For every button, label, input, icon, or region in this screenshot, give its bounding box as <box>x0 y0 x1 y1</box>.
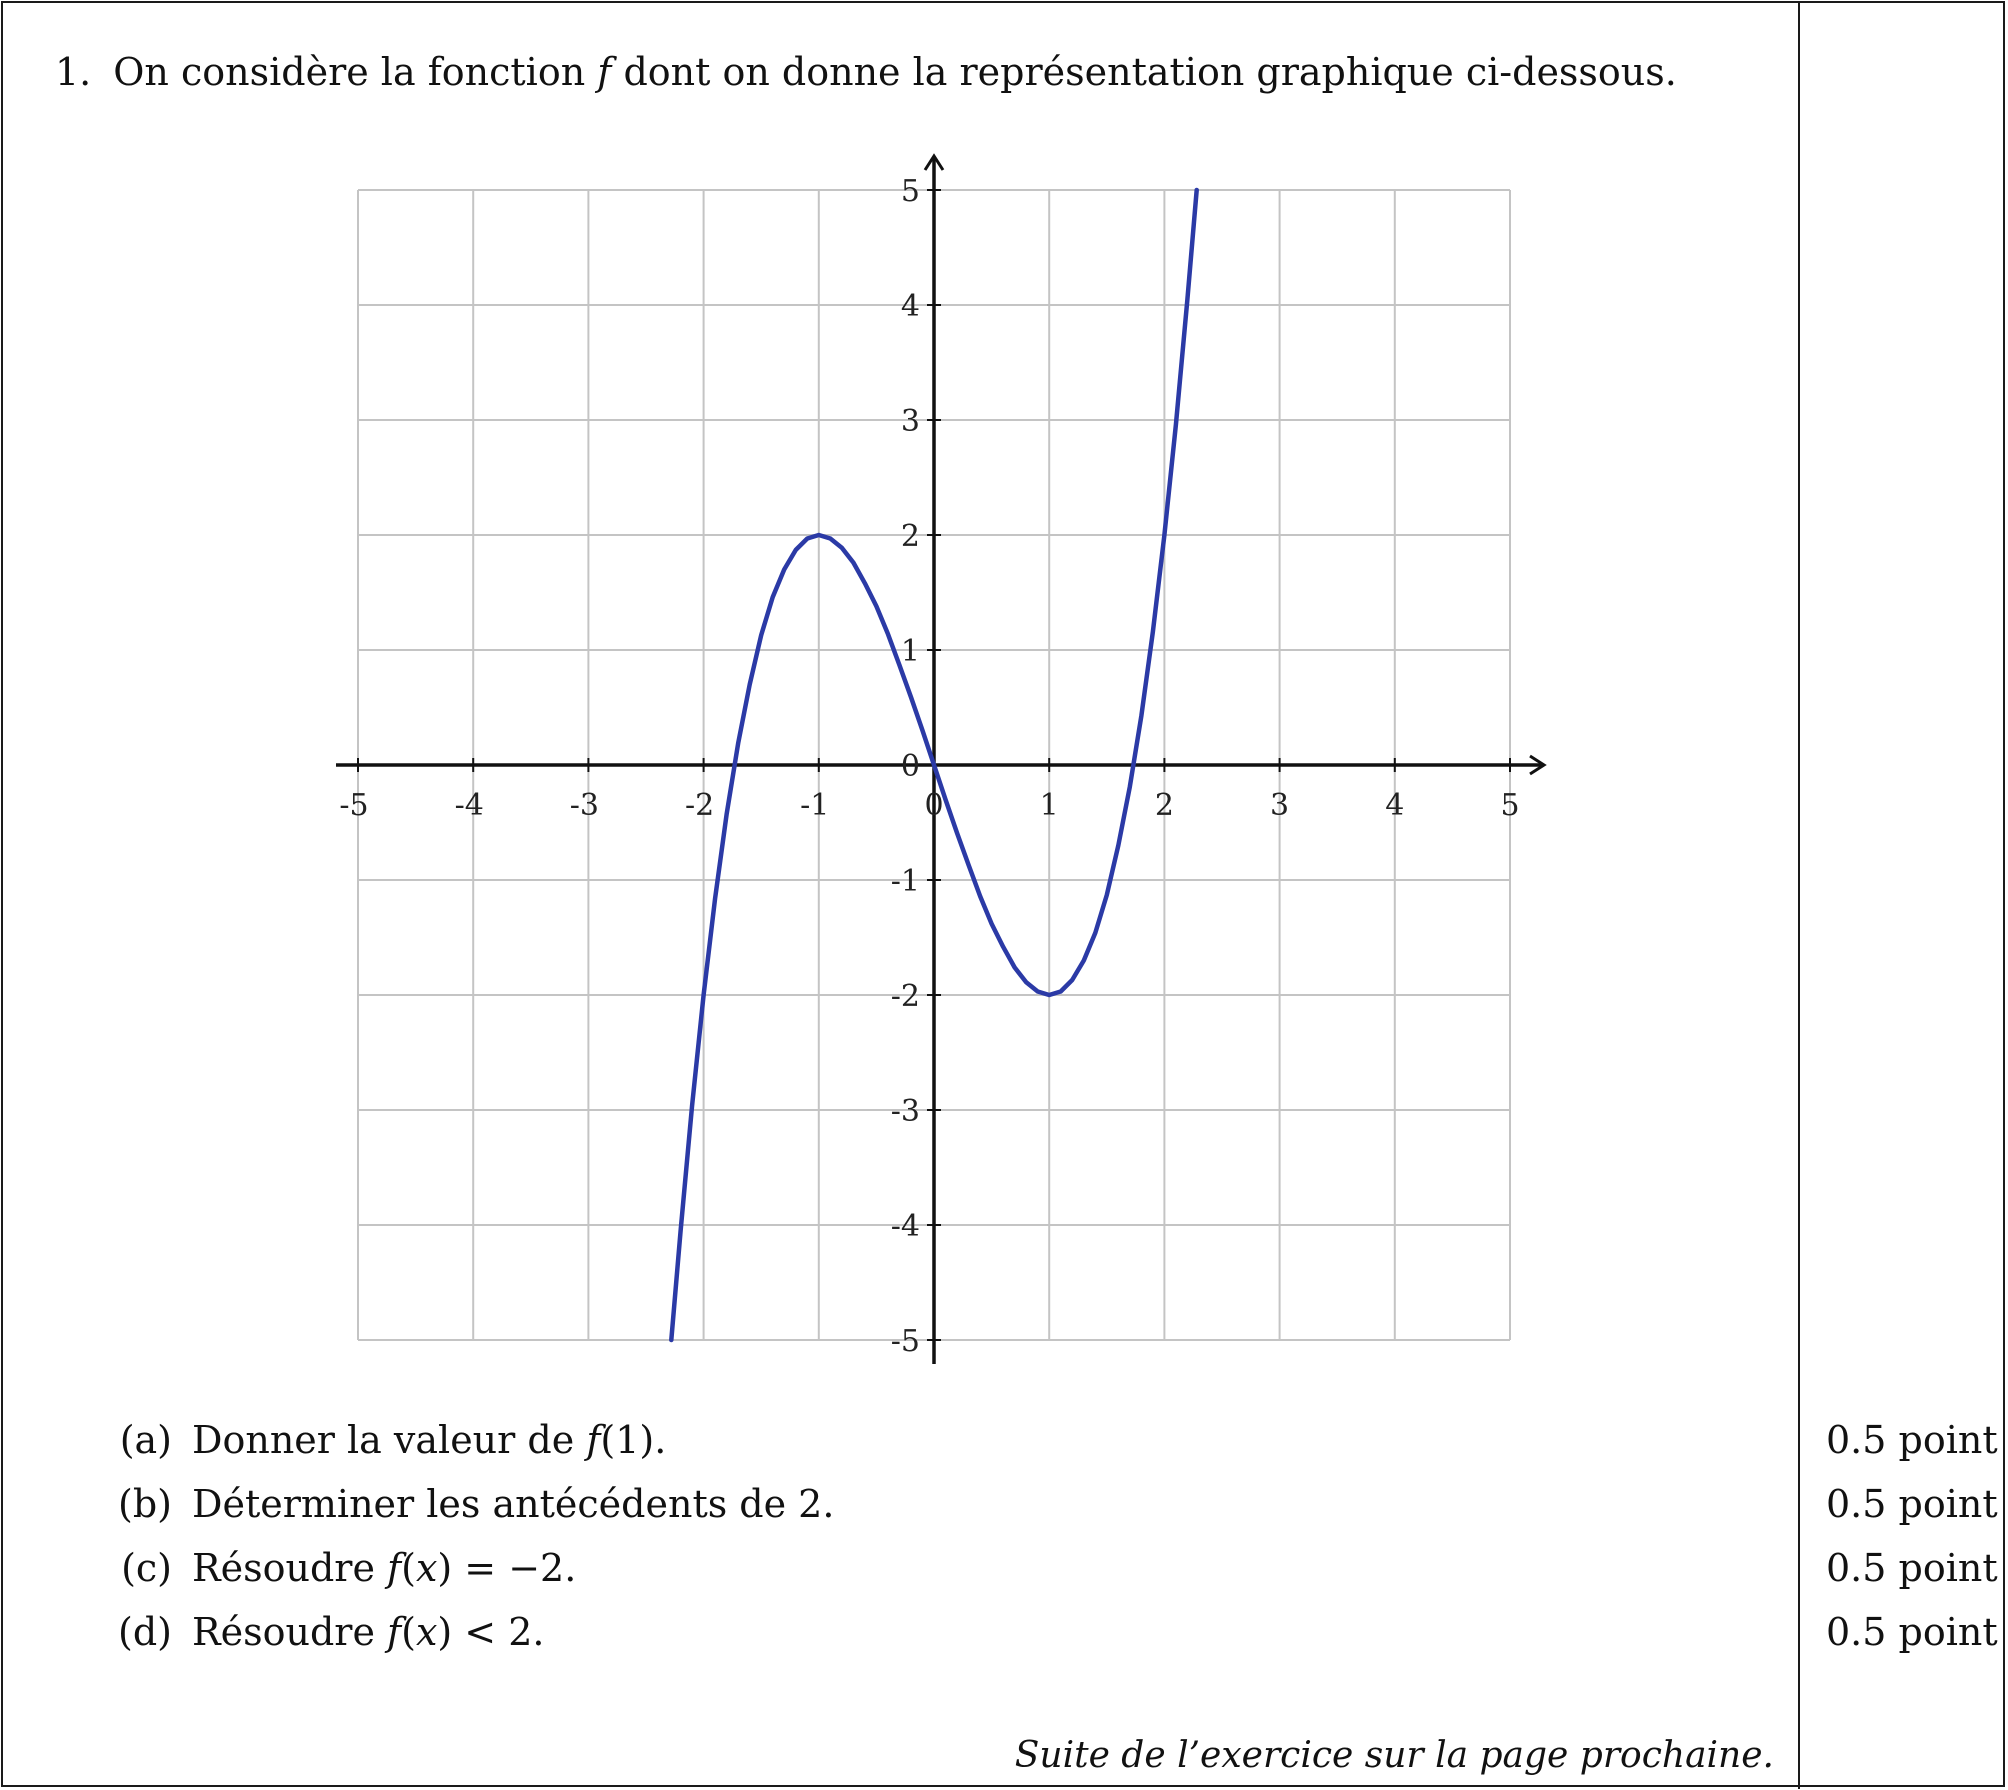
item-a-label: (a) <box>119 1418 172 1462</box>
y-tick-label: 0 <box>900 749 920 784</box>
item-d <box>98 1610 544 1654</box>
item-c-label: (c) <box>121 1546 172 1590</box>
item-d-x: x <box>415 1610 438 1654</box>
item-d-label: (d) <box>118 1610 172 1654</box>
x-tick-label: -4 <box>454 788 484 823</box>
item-c-points: 0.5 point <box>1826 1546 1998 1590</box>
item-a <box>98 1418 666 1462</box>
y-tick-label: 2 <box>900 519 920 554</box>
item-c-paren: ( <box>401 1546 416 1590</box>
item-d-text3: ) < 2. <box>437 1610 545 1654</box>
item-d-text1: Résoudre <box>192 1610 375 1654</box>
item-c-text1: Résoudre <box>192 1546 375 1590</box>
x-tick-label: 3 <box>1270 788 1290 823</box>
item-d-points: 0.5 point <box>1826 1610 1998 1654</box>
item-b <box>98 1482 834 1526</box>
y-tick-label: 1 <box>900 634 920 669</box>
y-tick-label: 4 <box>900 289 920 324</box>
item-b-points: 0.5 point <box>1826 1482 1998 1526</box>
item-c-f: f <box>387 1546 402 1590</box>
item-a-points: 0.5 point <box>1826 1418 1998 1462</box>
chart-axes <box>336 156 1544 1364</box>
question-text-part1: On considère la fonction <box>113 50 586 94</box>
item-d-paren: ( <box>401 1610 416 1654</box>
item-c-x: x <box>415 1546 438 1590</box>
x-tick-label: 2 <box>1154 788 1174 823</box>
y-tick-label: -2 <box>890 979 920 1014</box>
x-tick-label: -1 <box>800 788 830 823</box>
function-symbol: f <box>597 50 612 94</box>
item-c-text3: ) = −2. <box>437 1546 577 1590</box>
x-tick-label: -3 <box>569 788 600 823</box>
item-a-text2: (1). <box>600 1418 667 1462</box>
question-text-part2: dont on donne la représentation graphique ci-dessous. <box>623 50 1677 94</box>
x-tick-label: 0 <box>924 788 944 823</box>
x-tick-label: 5 <box>1500 788 1520 823</box>
x-tick-label: -2 <box>684 788 715 823</box>
item-b-text: Déterminer les antécédents de 2. <box>192 1482 835 1526</box>
continuation-note: Suite de l’exercice sur la page prochaine. <box>1014 1735 1774 1776</box>
x-tick-label: 4 <box>1385 788 1405 823</box>
y-tick-label: -4 <box>890 1209 920 1244</box>
question-number: 1. <box>55 50 92 94</box>
item-c <box>98 1546 576 1590</box>
y-tick-label: -5 <box>890 1324 920 1359</box>
y-tick-label: -1 <box>890 864 920 899</box>
y-tick-label: 3 <box>900 404 920 439</box>
y-tick-label: 5 <box>900 174 920 209</box>
x-tick-label: 1 <box>1039 788 1059 823</box>
x-tick-label: -5 <box>339 788 369 823</box>
y-tick-label: -3 <box>890 1094 920 1129</box>
item-a-text1: Donner la valeur de <box>192 1418 575 1462</box>
item-a-f: f <box>586 1418 601 1462</box>
item-b-label: (b) <box>118 1482 172 1526</box>
item-d-f: f <box>387 1610 402 1654</box>
